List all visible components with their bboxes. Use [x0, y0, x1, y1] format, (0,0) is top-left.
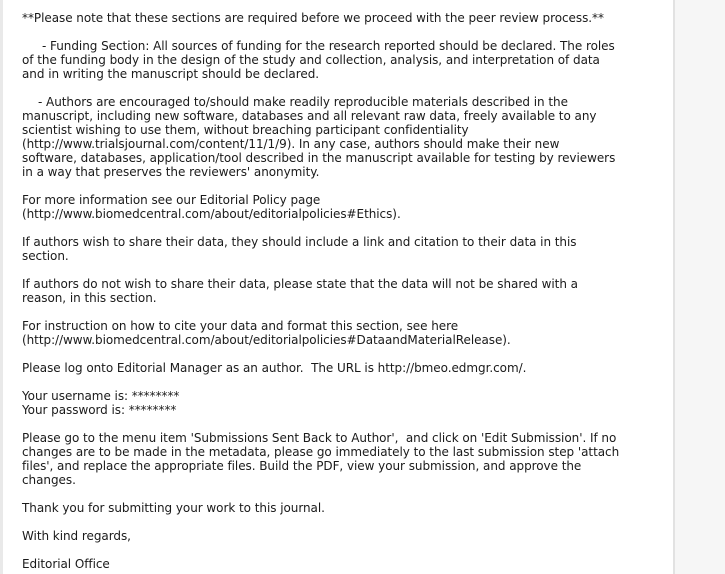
cite-data-paragraph: For instruction on how to cite your data and format this section, see here (http://www.biomedcentral.com/about/editorialpolicies#DataandMaterialRelease).: [22, 319, 511, 347]
funding-section-paragraph: of the funding body in the design of the study and collection, analysis, and interpretation of data and in writing the manuscript should be declared.: [22, 53, 600, 81]
instructions-paragraph: Please go to the menu item 'Submissions Sent Back to Author', and click on 'Edit Submission'. If no changes are to be made in the metadata, please go immediately to the last submission step 'attach files', and replace the appropriate files. Build the PDF, view your submission, and approve the changes.: [22, 431, 620, 487]
right-gutter: [675, 0, 725, 574]
thanks-paragraph: Thank you for submitting your work to this journal.: [22, 501, 325, 515]
login-paragraph: Please log onto Editorial Manager as an author. The URL is http://bmeo.edmgr.com/.: [22, 361, 527, 375]
share-data-paragraph: If authors wish to share their data, they should include a link and citation to their data in this section.: [22, 235, 577, 263]
editorial-policy-paragraph: For more information see our Editorial Policy page (http://www.biomedcentral.com/about/editorialpolicies#Ethics).: [22, 193, 401, 221]
username-line: Your username is: ********: [22, 389, 180, 403]
email-message-body: [22, 11, 670, 571]
regards-line: With kind regards,: [22, 529, 131, 543]
authors-paragraph: manuscript, including new software, databases and all relevant raw data, freely available to any scientist wishing to use them, without breaching participant confidentiality (http://www.trialsjournal.com/content/11/1/9). In any case, authors should make their new software, databases, application/tool described in the manuscript available for testing by reviewers in a way that preserves the reviewers' anonymity.: [22, 109, 616, 179]
signature-line: Editorial Office: [22, 557, 110, 571]
funding-section-first-line: - Funding Section: All sources of funding for the research reported should be declared. The roles: [42, 39, 615, 53]
password-line: Your password is: ********: [22, 403, 177, 417]
left-border: [0, 0, 3, 574]
notice-paragraph: **Please note that these sections are required before we proceed with the peer review process.**: [22, 11, 604, 25]
authors-paragraph-first-line: - Authors are encouraged to/should make readily reproducible materials described in the: [38, 95, 568, 109]
not-share-data-paragraph: If authors do not wish to share their data, please state that the data will not be shared with a reason, in this section.: [22, 277, 578, 305]
